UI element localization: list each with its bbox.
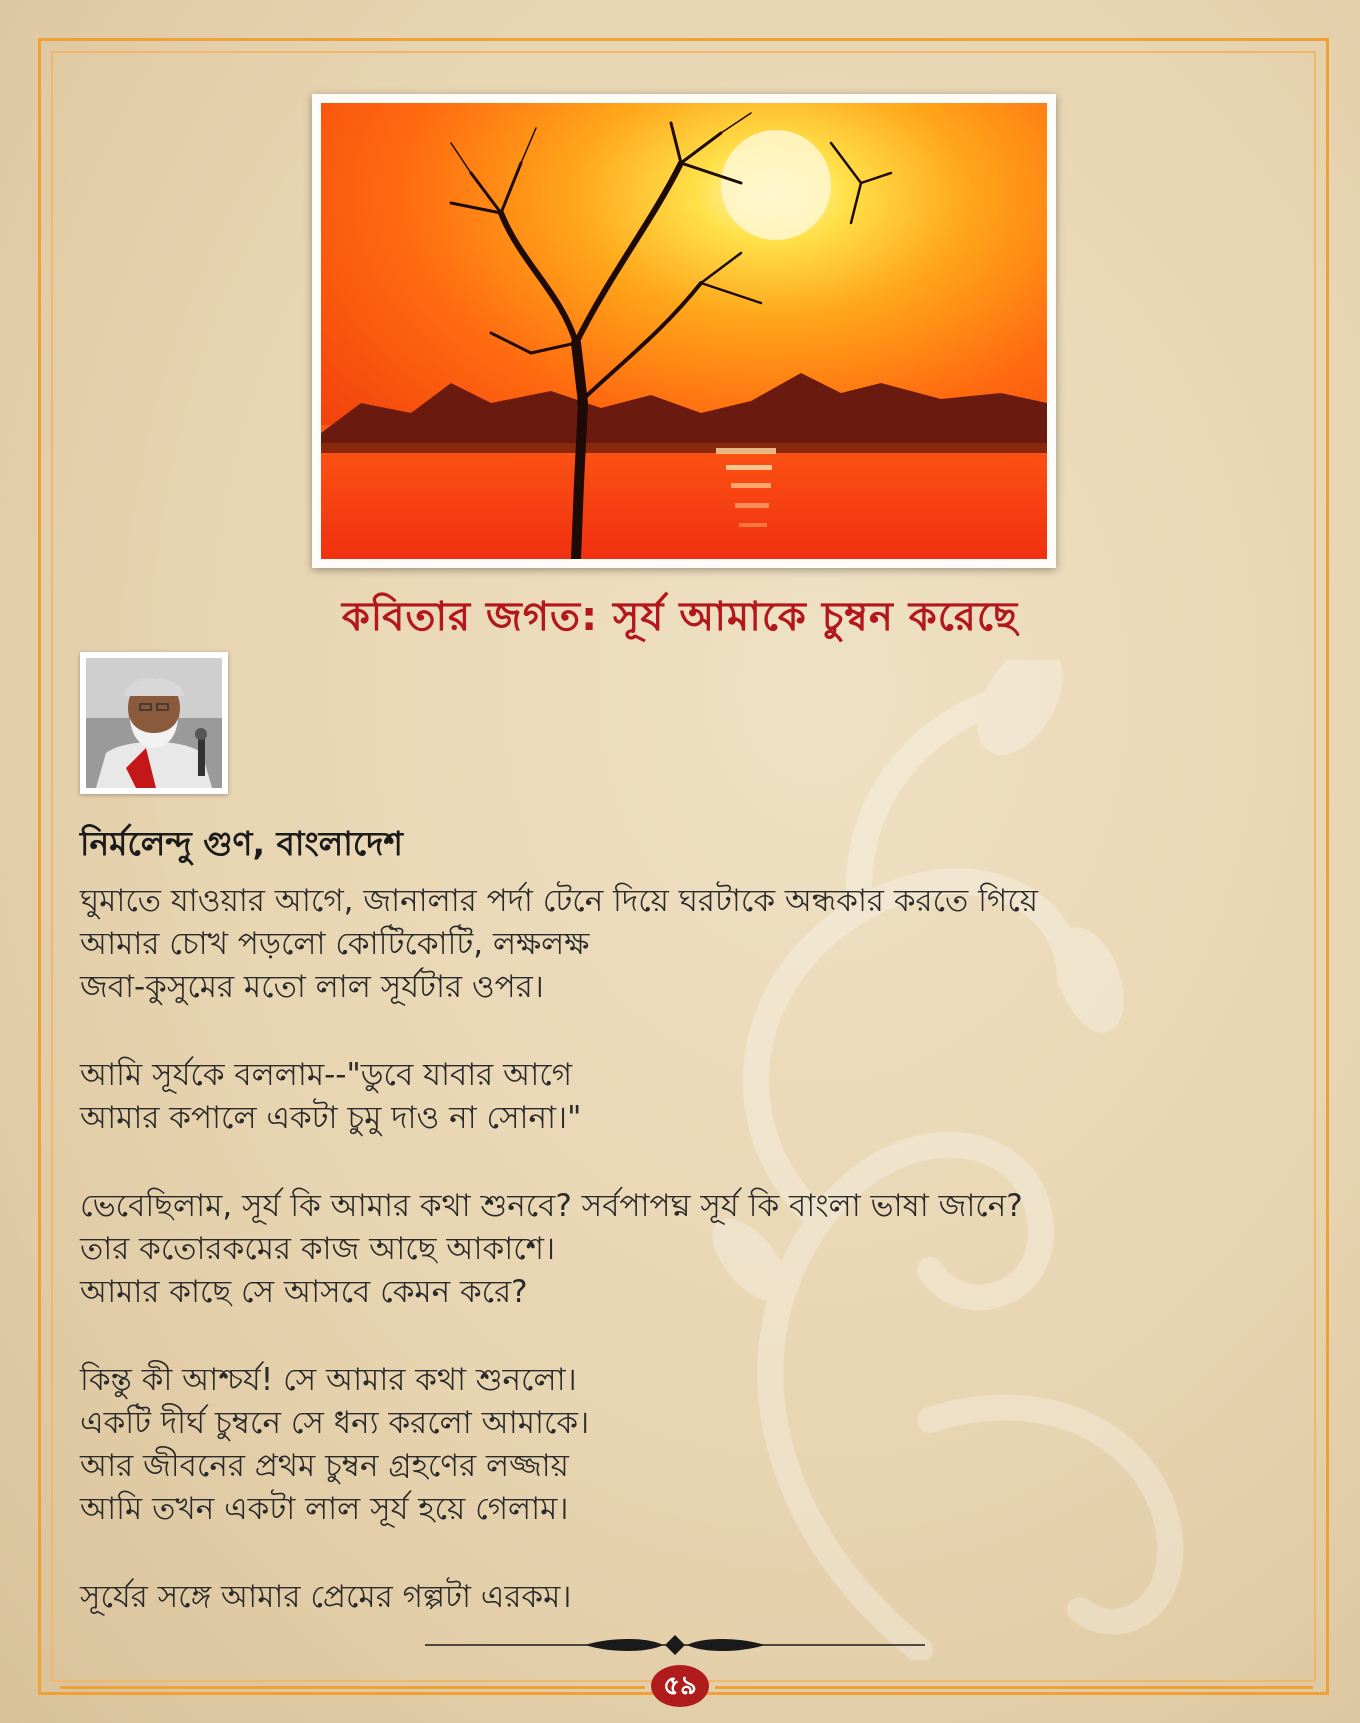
poem-line: আমি তখন একটা লাল সূর্য হয়ে গেলাম। [80, 1491, 569, 1527]
poem-line: জবা-কুসুমের মতো লাল সূর্যটার ওপর। [80, 969, 544, 1005]
poem-line: আমি সূর্যকে বললাম--"ডুবে যাবার আগে [80, 1057, 573, 1093]
poem-line: আর জীবনের প্রথম চুম্বন গ্রহণের লজ্জায় [80, 1448, 569, 1484]
poem-line: কিন্তু কী আশ্চর্য! সে আমার কথা শুনলো। [80, 1362, 577, 1398]
page-number-badge: ৫৯ [651, 1665, 709, 1707]
footer-rule-left [60, 1686, 645, 1689]
poem-line: তার কতোরকমের কাজ আছে আকাশে। [80, 1231, 556, 1267]
author-photo [86, 658, 222, 788]
poem-line: আমার কপালে একটা চুমু দাও না সোনা।" [80, 1100, 582, 1136]
author-name: নির্মলেন্দু গুণ, বাংলাদেশ [80, 824, 403, 863]
poem-stanza [80, 1185, 1140, 1314]
page-title: কবিতার জগত: সূর্য আমাকে চুম্বন করেছে [341, 594, 1019, 640]
poem-line: ভেবেছিলাম, সূর্য কি আমার কথা শুনবে? সর্বপাপঘ্ন সূর্য কি বাংলা ভাষা জানে? [80, 1188, 1023, 1224]
sunset-painting [321, 103, 1047, 559]
poem-line: আমার চোখ পড়লো কোটিকোটি, লক্ষলক্ষ [80, 926, 590, 962]
poem-line: একটি দীর্ঘ চুম্বনে সে ধন্য করলো আমাকে। [80, 1405, 590, 1441]
poem-stanza [80, 1576, 1140, 1619]
poem-stanza [80, 880, 1140, 1009]
poem-line: সূর্যের সঙ্গে আমার প্রেমের গল্পটা এরকম। [80, 1579, 572, 1615]
author-photo-frame [80, 652, 228, 794]
footer-rule-right [715, 1686, 1313, 1689]
poem-line: ঘুমাতে যাওয়ার আগে, জানালার পর্দা টেনে দিয়ে ঘরটাকে অন্ধকার করতে গিয়ে [80, 883, 1039, 919]
sunset-painting-frame [312, 94, 1056, 568]
poem-stanza [80, 1359, 1140, 1531]
ornamental-divider-icon [425, 1630, 925, 1660]
poem-stanza [80, 1054, 1140, 1140]
poem-line: আমার কাছে সে আসবে কেমন করে? [80, 1274, 528, 1310]
poem-body [80, 880, 1140, 1664]
